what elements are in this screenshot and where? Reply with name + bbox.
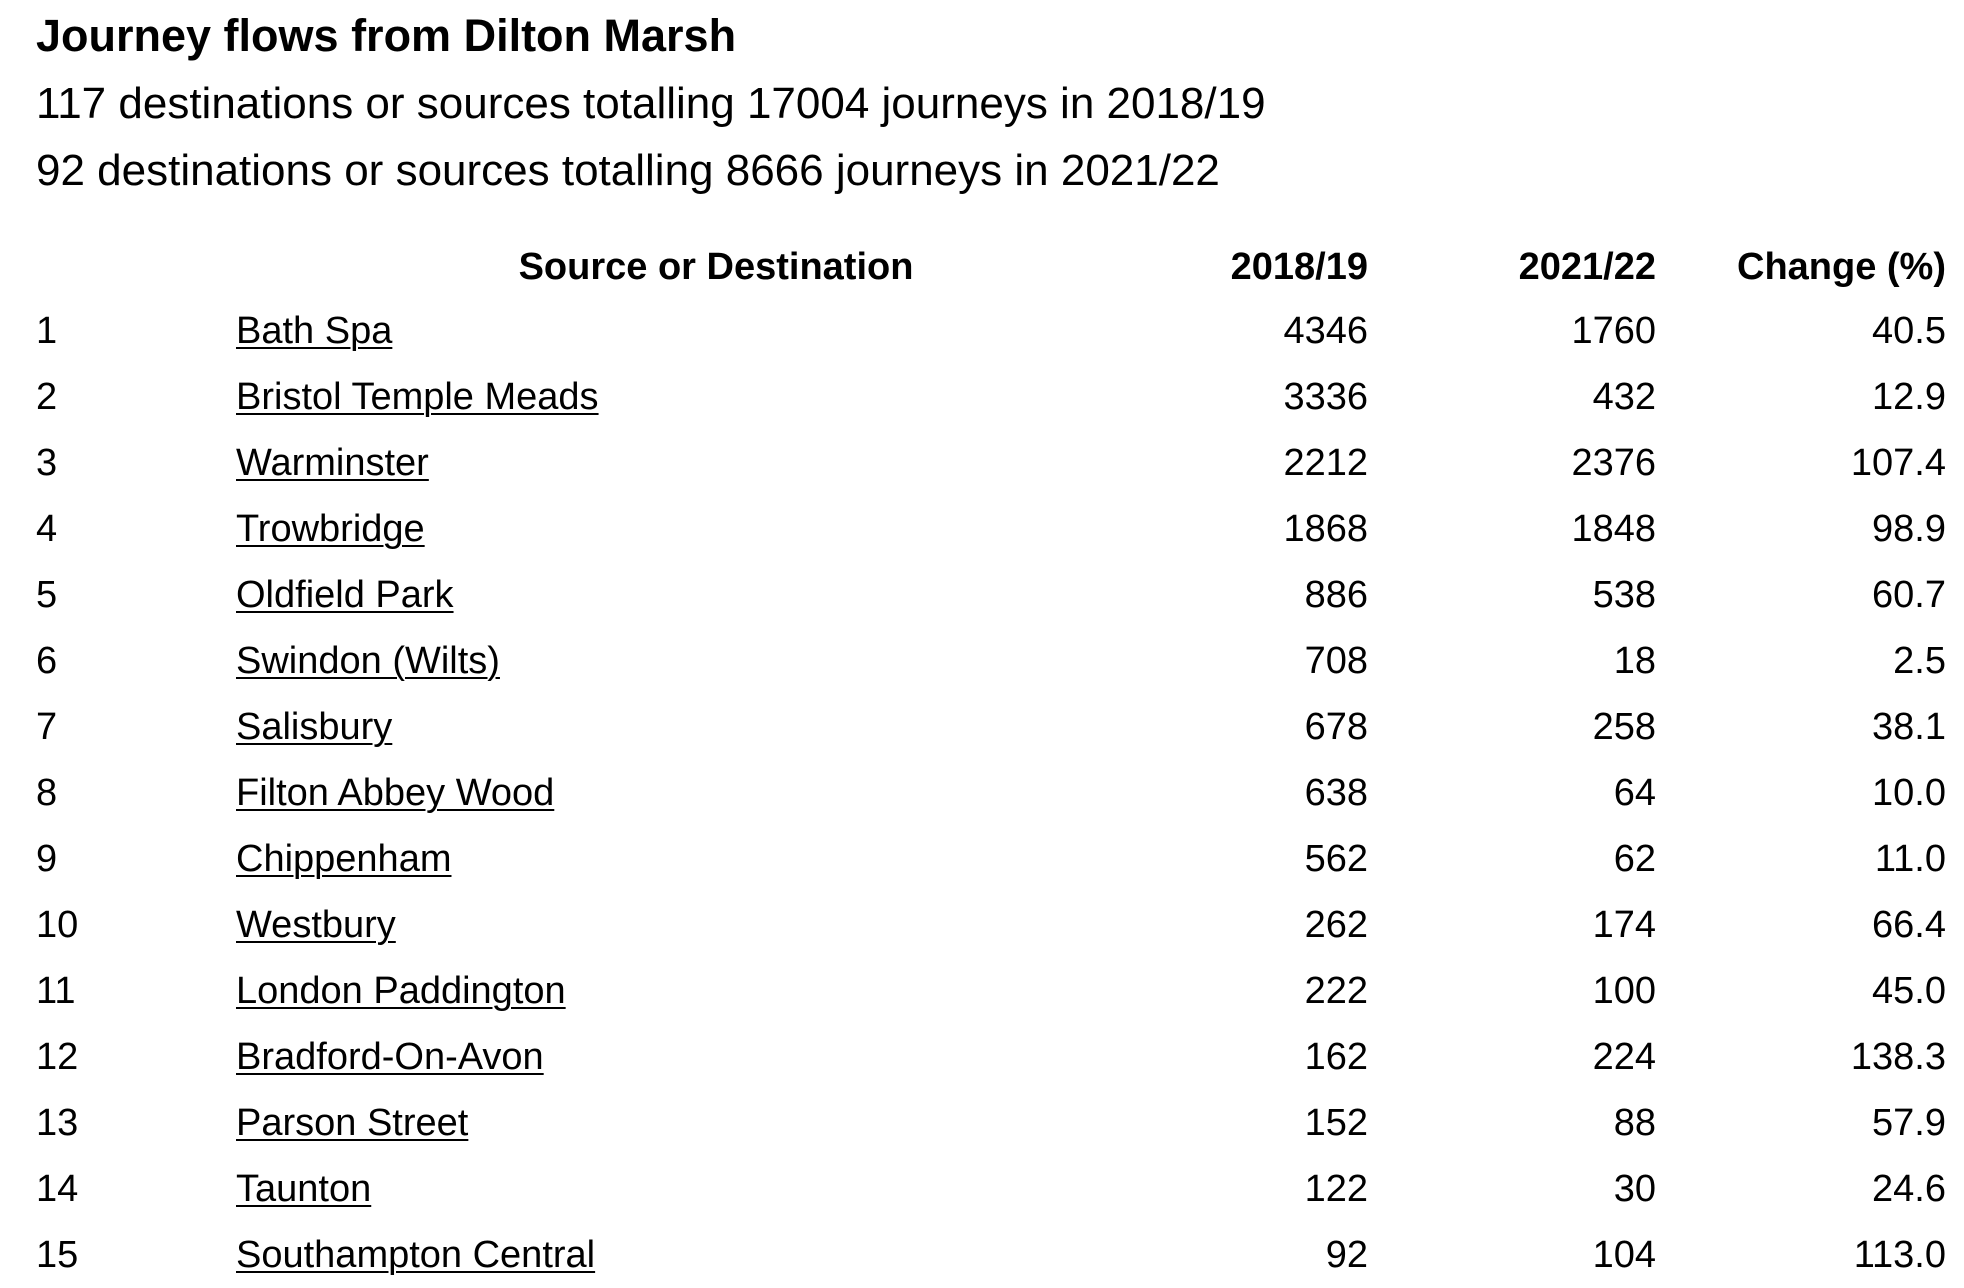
row-station-cell — [236, 364, 1196, 430]
row-station-cell — [236, 298, 1196, 364]
table-row — [36, 694, 1946, 760]
row-change-percent: 138.3 — [1850, 1036, 1946, 1078]
row-journeys-2021-22: 258 — [1592, 706, 1656, 748]
station-link[interactable]: Parson Street — [236, 1102, 469, 1144]
row-journeys-2018-19: 262 — [1304, 904, 1368, 946]
row-rank: 8 — [36, 772, 58, 814]
row-journeys-2021-22: 64 — [1613, 772, 1656, 814]
row-journeys-2018-19: 708 — [1304, 640, 1368, 682]
row-station-cell — [236, 1156, 1196, 1222]
row-change-percent: 98.9 — [1872, 508, 1946, 550]
row-journeys-2021-22: 2376 — [1571, 442, 1656, 484]
row-rank: 9 — [36, 838, 58, 880]
row-journeys-2021-22: 88 — [1613, 1102, 1656, 1144]
station-link[interactable]: Taunton — [236, 1168, 372, 1210]
row-station-cell — [236, 892, 1196, 958]
row-change-percent: 45.0 — [1872, 970, 1946, 1012]
row-station-cell — [236, 694, 1196, 760]
table-row — [36, 1090, 1946, 1156]
row-change-percent: 12.9 — [1872, 376, 1946, 418]
table-row — [36, 496, 1946, 562]
page-title: Journey flows from Dilton Marsh — [36, 10, 737, 61]
row-journeys-2021-22: 538 — [1592, 574, 1656, 616]
row-journeys-2018-19: 678 — [1304, 706, 1368, 748]
row-change-percent: 57.9 — [1872, 1102, 1946, 1144]
table-row — [36, 892, 1946, 958]
row-change-percent: 113.0 — [1853, 1234, 1946, 1276]
row-rank: 2 — [36, 376, 58, 418]
row-journeys-2018-19: 162 — [1304, 1036, 1368, 1078]
row-station-cell — [236, 760, 1196, 826]
row-journeys-2021-22: 30 — [1613, 1168, 1656, 1210]
row-journeys-2018-19: 122 — [1304, 1168, 1368, 1210]
table-row — [36, 958, 1946, 1024]
row-rank: 11 — [36, 970, 76, 1012]
row-journeys-2018-19: 2212 — [1283, 442, 1368, 484]
row-journeys-2018-19: 3336 — [1283, 376, 1368, 418]
row-change-percent: 40.5 — [1872, 310, 1946, 352]
station-link[interactable]: Swindon (Wilts) — [236, 640, 500, 682]
table-row — [36, 628, 1946, 694]
summary-2018-19: 117 destinations or sources totalling 17004 journeys in 2018/19 — [36, 79, 1266, 128]
station-link[interactable]: Bradford-On-Avon — [236, 1036, 544, 1078]
row-change-percent: 2.5 — [1893, 640, 1946, 682]
row-change-percent: 10.0 — [1872, 772, 1946, 814]
row-journeys-2021-22: 1760 — [1571, 310, 1656, 352]
station-link[interactable]: Filton Abbey Wood — [236, 772, 555, 814]
row-rank: 7 — [36, 706, 58, 748]
table-row — [36, 298, 1946, 364]
row-journeys-2021-22: 62 — [1613, 838, 1656, 880]
station-link[interactable]: London Paddington — [236, 970, 566, 1012]
row-rank: 12 — [36, 1036, 79, 1078]
row-journeys-2021-22: 432 — [1592, 376, 1656, 418]
row-change-percent: 66.4 — [1872, 904, 1946, 946]
header-2021-22: 2021/22 — [1518, 246, 1656, 288]
row-change-percent: 38.1 — [1872, 706, 1946, 748]
row-station-cell — [236, 1024, 1196, 1090]
table-row — [36, 1024, 1946, 1090]
station-link[interactable]: Bristol Temple Meads — [236, 376, 599, 418]
row-station-cell — [236, 496, 1196, 562]
row-journeys-2018-19: 886 — [1304, 574, 1368, 616]
row-station-cell — [236, 562, 1196, 628]
station-link[interactable]: Warminster — [236, 442, 429, 484]
header-2018-19: 2018/19 — [1230, 246, 1368, 288]
station-link[interactable]: Southampton Central — [236, 1234, 596, 1276]
row-journeys-2021-22: 100 — [1592, 970, 1656, 1012]
station-link[interactable]: Westbury — [236, 904, 396, 946]
station-link[interactable]: Chippenham — [236, 838, 452, 880]
table-row — [36, 562, 1946, 628]
row-station-cell — [236, 1222, 1196, 1288]
station-link[interactable]: Salisbury — [236, 706, 393, 748]
row-rank: 15 — [36, 1234, 79, 1276]
row-journeys-2021-22: 224 — [1592, 1036, 1656, 1078]
table-row — [36, 430, 1946, 496]
table-row — [36, 1156, 1946, 1222]
table-body — [36, 298, 1946, 1288]
header-rank — [36, 236, 236, 298]
table-header-row — [36, 236, 1946, 298]
table-row — [36, 1222, 1946, 1288]
row-change-percent: 107.4 — [1850, 442, 1946, 484]
row-journeys-2018-19: 562 — [1304, 838, 1368, 880]
row-journeys-2018-19: 222 — [1304, 970, 1368, 1012]
table-row — [36, 826, 1946, 892]
row-rank: 10 — [36, 904, 79, 946]
row-station-cell — [236, 628, 1196, 694]
header-change-percent: Change (%) — [1737, 246, 1946, 288]
row-journeys-2021-22: 1848 — [1571, 508, 1656, 550]
row-change-percent: 11.0 — [1874, 838, 1946, 880]
row-journeys-2021-22: 104 — [1592, 1234, 1656, 1276]
journey-flows-table — [36, 236, 1946, 1288]
row-rank: 14 — [36, 1168, 79, 1210]
row-journeys-2018-19: 4346 — [1283, 310, 1368, 352]
header-source-destination: Source or Destination — [518, 246, 914, 288]
row-change-percent: 60.7 — [1872, 574, 1946, 616]
station-link[interactable]: Bath Spa — [236, 310, 393, 352]
row-station-cell — [236, 1090, 1196, 1156]
row-journeys-2018-19: 92 — [1325, 1234, 1368, 1276]
row-journeys-2018-19: 152 — [1304, 1102, 1368, 1144]
station-link[interactable]: Trowbridge — [236, 508, 425, 550]
row-journeys-2018-19: 1868 — [1283, 508, 1368, 550]
row-station-cell — [236, 826, 1196, 892]
row-rank: 5 — [36, 574, 58, 616]
row-journeys-2021-22: 18 — [1613, 640, 1656, 682]
row-journeys-2021-22: 174 — [1592, 904, 1656, 946]
table-row — [36, 364, 1946, 430]
row-rank: 3 — [36, 442, 58, 484]
table-row — [36, 760, 1946, 826]
row-rank: 6 — [36, 640, 58, 682]
row-rank: 4 — [36, 508, 58, 550]
summary-2021-22: 92 destinations or sources totalling 8666 journeys in 2021/22 — [36, 146, 1220, 195]
row-station-cell — [236, 958, 1196, 1024]
row-change-percent: 24.6 — [1872, 1168, 1946, 1210]
row-rank: 13 — [36, 1102, 79, 1144]
row-rank: 1 — [36, 310, 58, 352]
row-journeys-2018-19: 638 — [1304, 772, 1368, 814]
row-station-cell — [236, 430, 1196, 496]
station-link[interactable]: Oldfield Park — [236, 574, 454, 616]
